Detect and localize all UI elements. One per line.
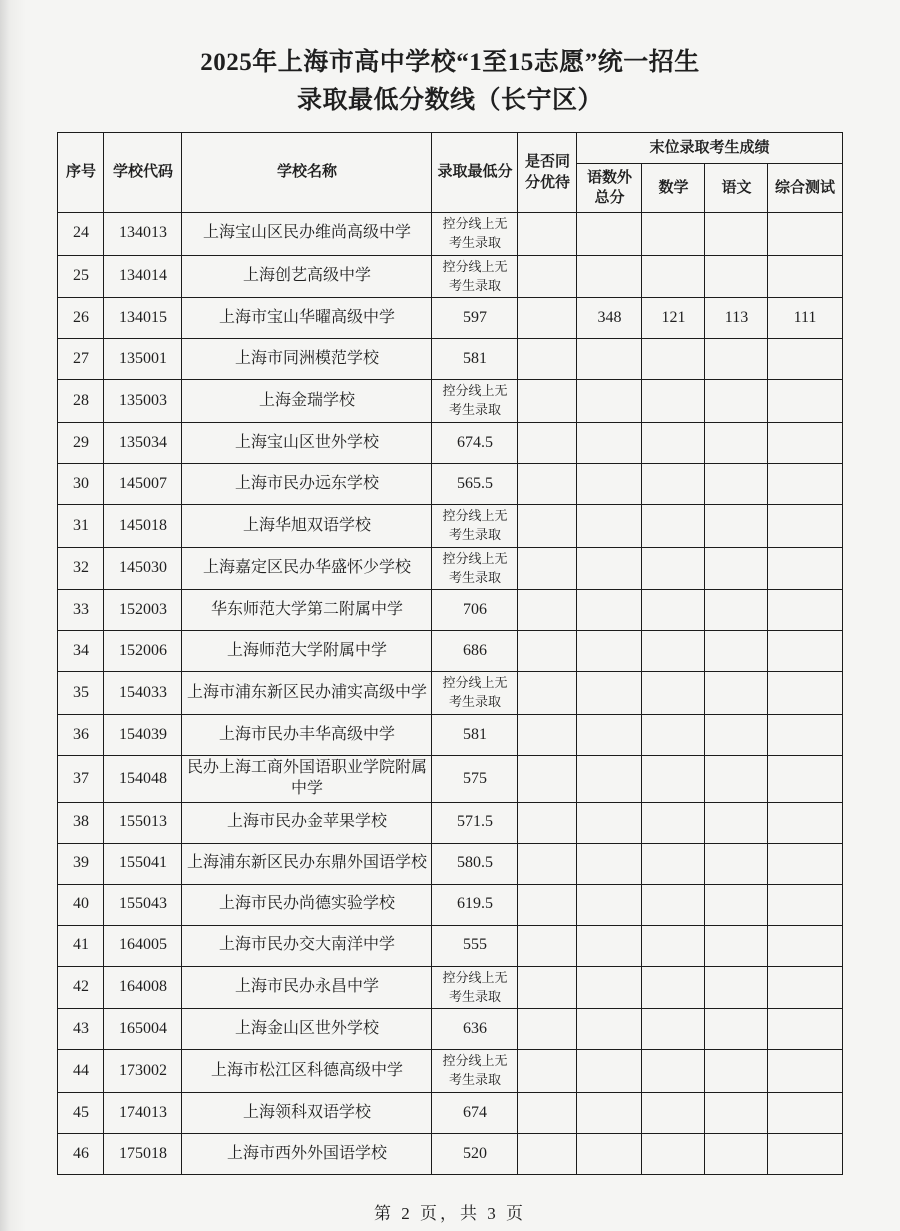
- cell-min-score: 571.5: [432, 802, 518, 843]
- cell-math: [642, 423, 705, 464]
- cell-seq: 27: [58, 339, 104, 380]
- header-group-row: [58, 133, 842, 164]
- cell-comprehensive: [768, 505, 842, 548]
- cell-chinese: [705, 631, 768, 672]
- cell-tie-break: [518, 423, 577, 464]
- header-name: 学校名称: [182, 133, 432, 213]
- header-total-score: 语数外总分: [577, 164, 642, 213]
- header-code: 学校代码: [104, 133, 182, 213]
- cell-code: 164005: [104, 925, 182, 966]
- table-row: [58, 925, 842, 966]
- cell-chinese: [705, 884, 768, 925]
- cell-name: 上海市民办交大南洋中学: [182, 925, 432, 966]
- cell-seq: 29: [58, 423, 104, 464]
- cell-tie-break: [518, 802, 577, 843]
- table-row: [58, 1093, 842, 1134]
- cell-seq: 39: [58, 843, 104, 884]
- cell-math: [642, 505, 705, 548]
- cell-min-score: 控分线上无考生录取: [432, 380, 518, 423]
- cell-min-score: 686: [432, 631, 518, 672]
- cell-total-score: [577, 1134, 642, 1175]
- cell-code: 173002: [104, 1050, 182, 1093]
- cell-name: 上海华旭双语学校: [182, 505, 432, 548]
- cell-tie-break: [518, 1050, 577, 1093]
- cell-chinese: [705, 966, 768, 1009]
- cell-chinese: [705, 590, 768, 631]
- cell-chinese: [705, 339, 768, 380]
- cell-math: [642, 213, 705, 256]
- cell-comprehensive: [768, 255, 842, 298]
- cell-name: 上海市松江区科德高级中学: [182, 1050, 432, 1093]
- cell-seq: 33: [58, 590, 104, 631]
- cell-tie-break: [518, 1009, 577, 1050]
- header-min-score: 录取最低分: [432, 133, 518, 213]
- page-footer: 第 2 页，共 3 页: [374, 1204, 526, 1224]
- cell-chinese: [705, 1093, 768, 1134]
- table-row: [58, 255, 842, 298]
- cell-tie-break: [518, 884, 577, 925]
- cell-comprehensive: [768, 672, 842, 715]
- cell-seq: 35: [58, 672, 104, 715]
- cell-tie-break: [518, 966, 577, 1009]
- cell-name: 上海嘉定区民办华盛怀少学校: [182, 547, 432, 590]
- cell-tie-break: [518, 547, 577, 590]
- cell-min-score: 控分线上无考生录取: [432, 966, 518, 1009]
- table-row: [58, 1009, 842, 1050]
- cell-name: 上海市民办永昌中学: [182, 966, 432, 1009]
- cell-tie-break: [518, 505, 577, 548]
- cell-code: 155013: [104, 802, 182, 843]
- cell-math: [642, 590, 705, 631]
- table-row: [58, 884, 842, 925]
- cell-name: 上海领科双语学校: [182, 1093, 432, 1134]
- cell-math: [642, 631, 705, 672]
- cell-chinese: 113: [705, 298, 768, 339]
- cell-comprehensive: [768, 339, 842, 380]
- cell-comprehensive: [768, 756, 842, 803]
- cell-total-score: [577, 1009, 642, 1050]
- cell-chinese: [705, 802, 768, 843]
- cell-min-score: 636: [432, 1009, 518, 1050]
- cell-comprehensive: [768, 1009, 842, 1050]
- table-row: [58, 339, 842, 380]
- cell-seq: 41: [58, 925, 104, 966]
- page-title-line1: 2025年上海市高中学校“1至15志愿”统一招生: [200, 49, 700, 76]
- cell-min-score: 控分线上无考生录取: [432, 255, 518, 298]
- cell-name: 上海浦东新区民办东鼎外国语学校: [182, 843, 432, 884]
- cell-total-score: [577, 802, 642, 843]
- cell-tie-break: [518, 590, 577, 631]
- cell-code: 145030: [104, 547, 182, 590]
- cell-seq: 38: [58, 802, 104, 843]
- cell-comprehensive: [768, 1134, 842, 1175]
- cell-tie-break: [518, 380, 577, 423]
- cell-seq: 31: [58, 505, 104, 548]
- cell-seq: 24: [58, 213, 104, 256]
- cell-code: 154033: [104, 672, 182, 715]
- cell-chinese: [705, 715, 768, 756]
- cell-code: 165004: [104, 1009, 182, 1050]
- cell-chinese: [705, 547, 768, 590]
- header-tie-break: 是否同分优待: [518, 133, 577, 213]
- cell-comprehensive: [768, 925, 842, 966]
- cell-comprehensive: [768, 802, 842, 843]
- cell-code: 175018: [104, 1134, 182, 1175]
- cell-code: 135001: [104, 339, 182, 380]
- cell-comprehensive: [768, 843, 842, 884]
- cell-code: 145018: [104, 505, 182, 548]
- table-row: [58, 756, 842, 803]
- cell-name: 上海金山区世外学校: [182, 1009, 432, 1050]
- cell-total-score: [577, 547, 642, 590]
- cell-total-score: [577, 464, 642, 505]
- cell-math: [642, 1134, 705, 1175]
- cell-seq: 28: [58, 380, 104, 423]
- cell-tie-break: [518, 756, 577, 803]
- cell-chinese: [705, 1050, 768, 1093]
- cell-seq: 43: [58, 1009, 104, 1050]
- cell-comprehensive: [768, 547, 842, 590]
- cell-tie-break: [518, 672, 577, 715]
- cell-name: 上海创艺高级中学: [182, 255, 432, 298]
- cell-name: 华东师范大学第二附属中学: [182, 590, 432, 631]
- cell-math: [642, 843, 705, 884]
- cell-tie-break: [518, 213, 577, 256]
- cell-comprehensive: [768, 380, 842, 423]
- cell-tie-break: [518, 255, 577, 298]
- cell-seq: 40: [58, 884, 104, 925]
- cell-math: [642, 966, 705, 1009]
- cell-name: 上海市民办丰华高级中学: [182, 715, 432, 756]
- table-row: [58, 590, 842, 631]
- cell-total-score: [577, 423, 642, 464]
- cell-min-score: 520: [432, 1134, 518, 1175]
- cell-name: 上海宝山区世外学校: [182, 423, 432, 464]
- cell-min-score: 控分线上无考生录取: [432, 672, 518, 715]
- table-row: [58, 966, 842, 1009]
- cell-seq: 45: [58, 1093, 104, 1134]
- cell-min-score: 597: [432, 298, 518, 339]
- cell-chinese: [705, 756, 768, 803]
- cell-chinese: [705, 843, 768, 884]
- cell-seq: 25: [58, 255, 104, 298]
- cell-seq: 37: [58, 756, 104, 803]
- table-row: [58, 843, 842, 884]
- page-title: [0, 44, 900, 119]
- table-row: [58, 464, 842, 505]
- cell-tie-break: [518, 1134, 577, 1175]
- cell-total-score: [577, 672, 642, 715]
- cell-name: 上海市民办金苹果学校: [182, 802, 432, 843]
- cell-math: [642, 255, 705, 298]
- cell-total-score: [577, 255, 642, 298]
- cell-seq: 42: [58, 966, 104, 1009]
- page-title-line2: 录取最低分数线（长宁区）: [296, 86, 603, 114]
- cell-code: 152006: [104, 631, 182, 672]
- cell-name: 上海市民办尚德实验学校: [182, 884, 432, 925]
- cell-total-score: [577, 590, 642, 631]
- cell-code: 154039: [104, 715, 182, 756]
- cell-tie-break: [518, 843, 577, 884]
- header-math: 数学: [642, 164, 705, 213]
- cell-tie-break: [518, 925, 577, 966]
- cell-code: 135003: [104, 380, 182, 423]
- cell-comprehensive: [768, 213, 842, 256]
- cell-total-score: [577, 213, 642, 256]
- cell-total-score: [577, 380, 642, 423]
- header-chinese: 语文: [705, 164, 768, 213]
- table-row: [58, 715, 842, 756]
- table-row: [58, 1050, 842, 1093]
- cell-name: 上海师范大学附属中学: [182, 631, 432, 672]
- cell-code: 152003: [104, 590, 182, 631]
- cell-name: 上海金瑞学校: [182, 380, 432, 423]
- cell-name: 上海市西外外国语学校: [182, 1134, 432, 1175]
- cell-min-score: 555: [432, 925, 518, 966]
- cell-chinese: [705, 505, 768, 548]
- cell-code: 164008: [104, 966, 182, 1009]
- cell-comprehensive: [768, 966, 842, 1009]
- cell-code: 135034: [104, 423, 182, 464]
- cell-chinese: [705, 672, 768, 715]
- cell-comprehensive: [768, 1093, 842, 1134]
- table-row: [58, 672, 842, 715]
- cell-code: 174013: [104, 1093, 182, 1134]
- cell-code: 155043: [104, 884, 182, 925]
- cell-comprehensive: [768, 464, 842, 505]
- table-row: [58, 213, 842, 256]
- cell-total-score: 348: [577, 298, 642, 339]
- cell-total-score: [577, 966, 642, 1009]
- table-row: [58, 631, 842, 672]
- cell-chinese: [705, 213, 768, 256]
- cell-math: [642, 884, 705, 925]
- cell-code: 134014: [104, 255, 182, 298]
- table-body: [58, 213, 842, 1175]
- cell-total-score: [577, 631, 642, 672]
- cell-math: [642, 672, 705, 715]
- cell-total-score: [577, 884, 642, 925]
- cell-comprehensive: [768, 631, 842, 672]
- cell-math: [642, 1093, 705, 1134]
- cell-min-score: 706: [432, 590, 518, 631]
- table-row: [58, 802, 842, 843]
- cell-min-score: 控分线上无考生录取: [432, 213, 518, 256]
- cell-name: 上海市浦东新区民办浦实高级中学: [182, 672, 432, 715]
- cell-comprehensive: [768, 1050, 842, 1093]
- table-row: [58, 1134, 842, 1175]
- cell-code: 145007: [104, 464, 182, 505]
- cell-total-score: [577, 715, 642, 756]
- cell-min-score: 控分线上无考生录取: [432, 547, 518, 590]
- cell-tie-break: [518, 464, 577, 505]
- cell-math: [642, 925, 705, 966]
- cell-min-score: 581: [432, 339, 518, 380]
- cell-math: [642, 380, 705, 423]
- cell-chinese: [705, 423, 768, 464]
- cell-math: [642, 715, 705, 756]
- cell-seq: 32: [58, 547, 104, 590]
- cell-chinese: [705, 380, 768, 423]
- cell-seq: 30: [58, 464, 104, 505]
- cell-total-score: [577, 339, 642, 380]
- cell-seq: 46: [58, 1134, 104, 1175]
- cell-chinese: [705, 1134, 768, 1175]
- cell-total-score: [577, 505, 642, 548]
- cell-chinese: [705, 255, 768, 298]
- scores-table: [57, 132, 842, 1175]
- cell-min-score: 控分线上无考生录取: [432, 505, 518, 548]
- cell-min-score: 575: [432, 756, 518, 803]
- cell-comprehensive: [768, 423, 842, 464]
- table-row: [58, 380, 842, 423]
- cell-total-score: [577, 756, 642, 803]
- cell-math: [642, 1050, 705, 1093]
- cell-chinese: [705, 925, 768, 966]
- cell-min-score: 619.5: [432, 884, 518, 925]
- cell-math: [642, 802, 705, 843]
- cell-code: 154048: [104, 756, 182, 803]
- cell-name: 上海市同洲模范学校: [182, 339, 432, 380]
- cell-name: 民办上海工商外国语职业学院附属中学: [182, 756, 432, 803]
- cell-min-score: 674.5: [432, 423, 518, 464]
- cell-total-score: [577, 925, 642, 966]
- cell-total-score: [577, 1050, 642, 1093]
- cell-name: 上海宝山区民办维尚高级中学: [182, 213, 432, 256]
- cell-seq: 36: [58, 715, 104, 756]
- cell-seq: 26: [58, 298, 104, 339]
- cell-math: [642, 756, 705, 803]
- cell-chinese: [705, 1009, 768, 1050]
- cell-tie-break: [518, 339, 577, 380]
- cell-comprehensive: 111: [768, 298, 842, 339]
- cell-chinese: [705, 464, 768, 505]
- cell-name: 上海市民办远东学校: [182, 464, 432, 505]
- cell-min-score: 565.5: [432, 464, 518, 505]
- cell-comprehensive: [768, 590, 842, 631]
- table-row: [58, 423, 842, 464]
- cell-math: [642, 1009, 705, 1050]
- cell-comprehensive: [768, 884, 842, 925]
- cell-min-score: 580.5: [432, 843, 518, 884]
- cell-seq: 44: [58, 1050, 104, 1093]
- cell-name: 上海市宝山华曜高级中学: [182, 298, 432, 339]
- cell-min-score: 581: [432, 715, 518, 756]
- cell-code: 134015: [104, 298, 182, 339]
- cell-math: 121: [642, 298, 705, 339]
- cell-tie-break: [518, 715, 577, 756]
- table-row: [58, 547, 842, 590]
- cell-total-score: [577, 1093, 642, 1134]
- cell-seq: 34: [58, 631, 104, 672]
- cell-min-score: 控分线上无考生录取: [432, 1050, 518, 1093]
- cell-code: 134013: [104, 213, 182, 256]
- cell-min-score: 674: [432, 1093, 518, 1134]
- table-row: [58, 505, 842, 548]
- table-header: [58, 133, 842, 213]
- table-row: [58, 298, 842, 339]
- cell-tie-break: [518, 631, 577, 672]
- header-comprehensive: 综合测试: [768, 164, 842, 213]
- cell-math: [642, 547, 705, 590]
- cell-total-score: [577, 843, 642, 884]
- cell-math: [642, 464, 705, 505]
- cell-math: [642, 339, 705, 380]
- header-seq: 序号: [58, 133, 104, 213]
- header-last-admitted-scores: 末位录取考生成绩: [577, 133, 842, 164]
- cell-tie-break: [518, 1093, 577, 1134]
- cell-code: 155041: [104, 843, 182, 884]
- cell-comprehensive: [768, 715, 842, 756]
- cell-tie-break: [518, 298, 577, 339]
